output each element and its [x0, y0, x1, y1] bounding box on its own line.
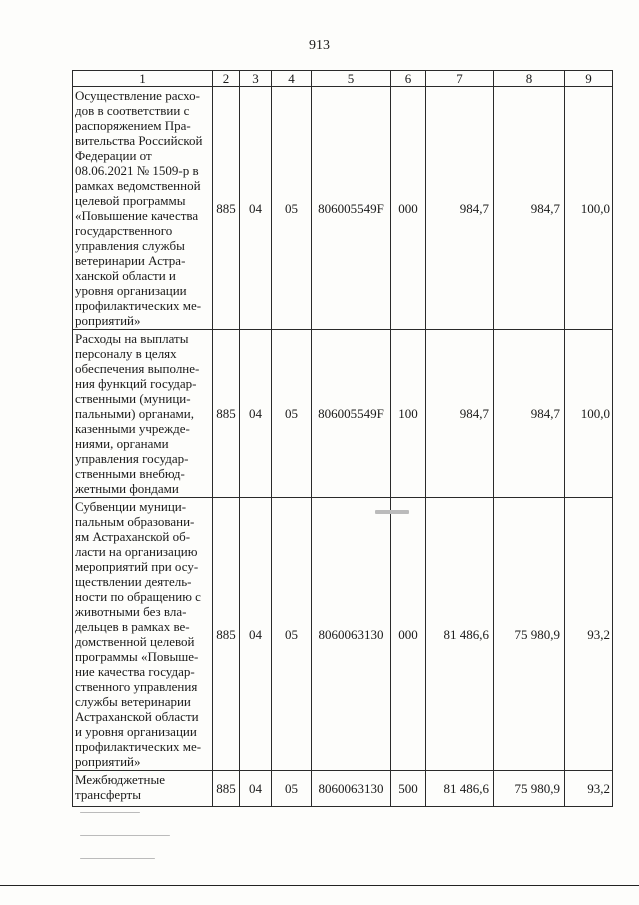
description-line: мероприятий при осу-: [75, 559, 199, 574]
cell-col7: 984,7: [426, 87, 494, 330]
description-line: Федерации от: [75, 148, 152, 163]
description-line: Субвенции муници-: [75, 499, 187, 514]
description-line: обеспечения выполне-: [75, 361, 200, 376]
cell-col8: 75 980,9: [494, 771, 565, 807]
row-description: [73, 330, 213, 498]
cell-col3: 04: [240, 330, 272, 498]
description-line: ласти на организацию: [75, 544, 198, 559]
description-line: роприятий»: [75, 754, 141, 769]
scan-noise: [80, 835, 170, 836]
description-line: дельцев в рамках ве-: [75, 619, 190, 634]
table-row: [73, 87, 613, 330]
description-line: жетными фондами: [75, 481, 179, 496]
description-line: ветеринарии Астра-: [75, 253, 186, 268]
description-line: ственными (муници-: [75, 391, 191, 406]
cell-col2: 885: [213, 87, 240, 330]
description-line: управления государ-: [75, 451, 189, 466]
header-cell: 2: [213, 71, 240, 87]
description-line: Межбюджетные: [75, 772, 165, 787]
page-number: 913: [309, 38, 330, 53]
description-line: уровня организации: [75, 283, 187, 298]
description-line: 08.06.2021 № 1509-р в: [75, 163, 199, 178]
cell-col7: 81 486,6: [426, 771, 494, 807]
cell-col9: 100,0: [565, 87, 613, 330]
cell-col9: 100,0: [565, 330, 613, 498]
description-line: вительства Российской: [75, 133, 203, 148]
description-line: ственного управления: [75, 679, 198, 694]
header-cell: 8: [494, 71, 565, 87]
cell-col4: 05: [272, 330, 312, 498]
description-line: ниями, органами: [75, 436, 169, 451]
description-line: животными без вла-: [75, 604, 187, 619]
cell-col9: 93,2: [565, 771, 613, 807]
table-row: [73, 771, 613, 807]
scan-noise: [80, 812, 140, 813]
description-line: рамках ведомственной: [75, 178, 201, 193]
header-row: [73, 71, 613, 87]
description-line: профилактических ме-: [75, 739, 202, 754]
description-line: Астраханской области: [75, 709, 199, 724]
description-line: ществлении деятель-: [75, 574, 192, 589]
description-line: ям Астраханской об-: [75, 529, 191, 544]
description-line: государственного: [75, 223, 173, 238]
description-line: программы «Повыше-: [75, 649, 199, 664]
description-line: профилактических ме-: [75, 298, 202, 313]
cell-col8: 984,7: [494, 87, 565, 330]
description-line: дов в соответствии с: [75, 103, 190, 118]
scan-noise: [80, 858, 155, 859]
cell-col2: 885: [213, 498, 240, 771]
description-line: домственной целевой: [75, 634, 195, 649]
cell-col3: 04: [240, 498, 272, 771]
budget-table: [72, 70, 613, 807]
row-description: [73, 498, 213, 771]
cell-col8: 75 980,9: [494, 498, 565, 771]
cell-col6: 500: [391, 771, 426, 807]
header-cell: 7: [426, 71, 494, 87]
cell-col5: 806005549F: [312, 330, 391, 498]
description-line: ханской области и: [75, 268, 176, 283]
cell-col4: 05: [272, 771, 312, 807]
header-cell: 6: [391, 71, 426, 87]
description-line: пальными) органами,: [75, 406, 194, 421]
header-cell: 1: [73, 71, 213, 87]
cell-col7: 81 486,6: [426, 498, 494, 771]
cell-col5: 8060063130: [312, 498, 391, 771]
description-line: пальным образовани-: [75, 514, 195, 529]
table-row: [73, 330, 613, 498]
scan-noise: [375, 510, 409, 514]
page-bottom-rule: [0, 885, 639, 886]
cell-col6: 100: [391, 330, 426, 498]
cell-col3: 04: [240, 771, 272, 807]
description-line: ние качества государ-: [75, 664, 195, 679]
description-line: роприятий»: [75, 313, 141, 328]
cell-col9: 93,2: [565, 498, 613, 771]
header-cell: 4: [272, 71, 312, 87]
header-cell: 3: [240, 71, 272, 87]
description-line: целевой программы: [75, 193, 186, 208]
cell-col6: 000: [391, 87, 426, 330]
row-description: [73, 771, 213, 807]
description-line: трансферты: [75, 787, 141, 802]
description-line: ния функций государ-: [75, 376, 197, 391]
header-cell: 5: [312, 71, 391, 87]
header-cell: 9: [565, 71, 613, 87]
description-line: Расходы на выплаты: [75, 331, 189, 346]
table-row: [73, 498, 613, 771]
description-line: ственными внебюд-: [75, 466, 185, 481]
description-line: казенными учрежде-: [75, 421, 190, 436]
cell-col7: 984,7: [426, 330, 494, 498]
description-line: распоряжением Пра-: [75, 118, 191, 133]
description-line: службы ветеринарии: [75, 694, 191, 709]
row-description: [73, 87, 213, 330]
cell-col2: 885: [213, 330, 240, 498]
cell-col8: 984,7: [494, 330, 565, 498]
cell-col4: 05: [272, 498, 312, 771]
cell-col2: 885: [213, 771, 240, 807]
description-line: Осуществление расхо-: [75, 88, 200, 103]
description-line: персоналу в целях: [75, 346, 177, 361]
cell-col3: 04: [240, 87, 272, 330]
cell-col6: 000: [391, 498, 426, 771]
cell-col5: 8060063130: [312, 771, 391, 807]
description-line: и уровня организации: [75, 724, 197, 739]
description-line: «Повышение качества: [75, 208, 199, 223]
description-line: управления службы: [75, 238, 185, 253]
description-line: ности по обращению с: [75, 589, 201, 604]
cell-col4: 05: [272, 87, 312, 330]
cell-col5: 806005549F: [312, 87, 391, 330]
